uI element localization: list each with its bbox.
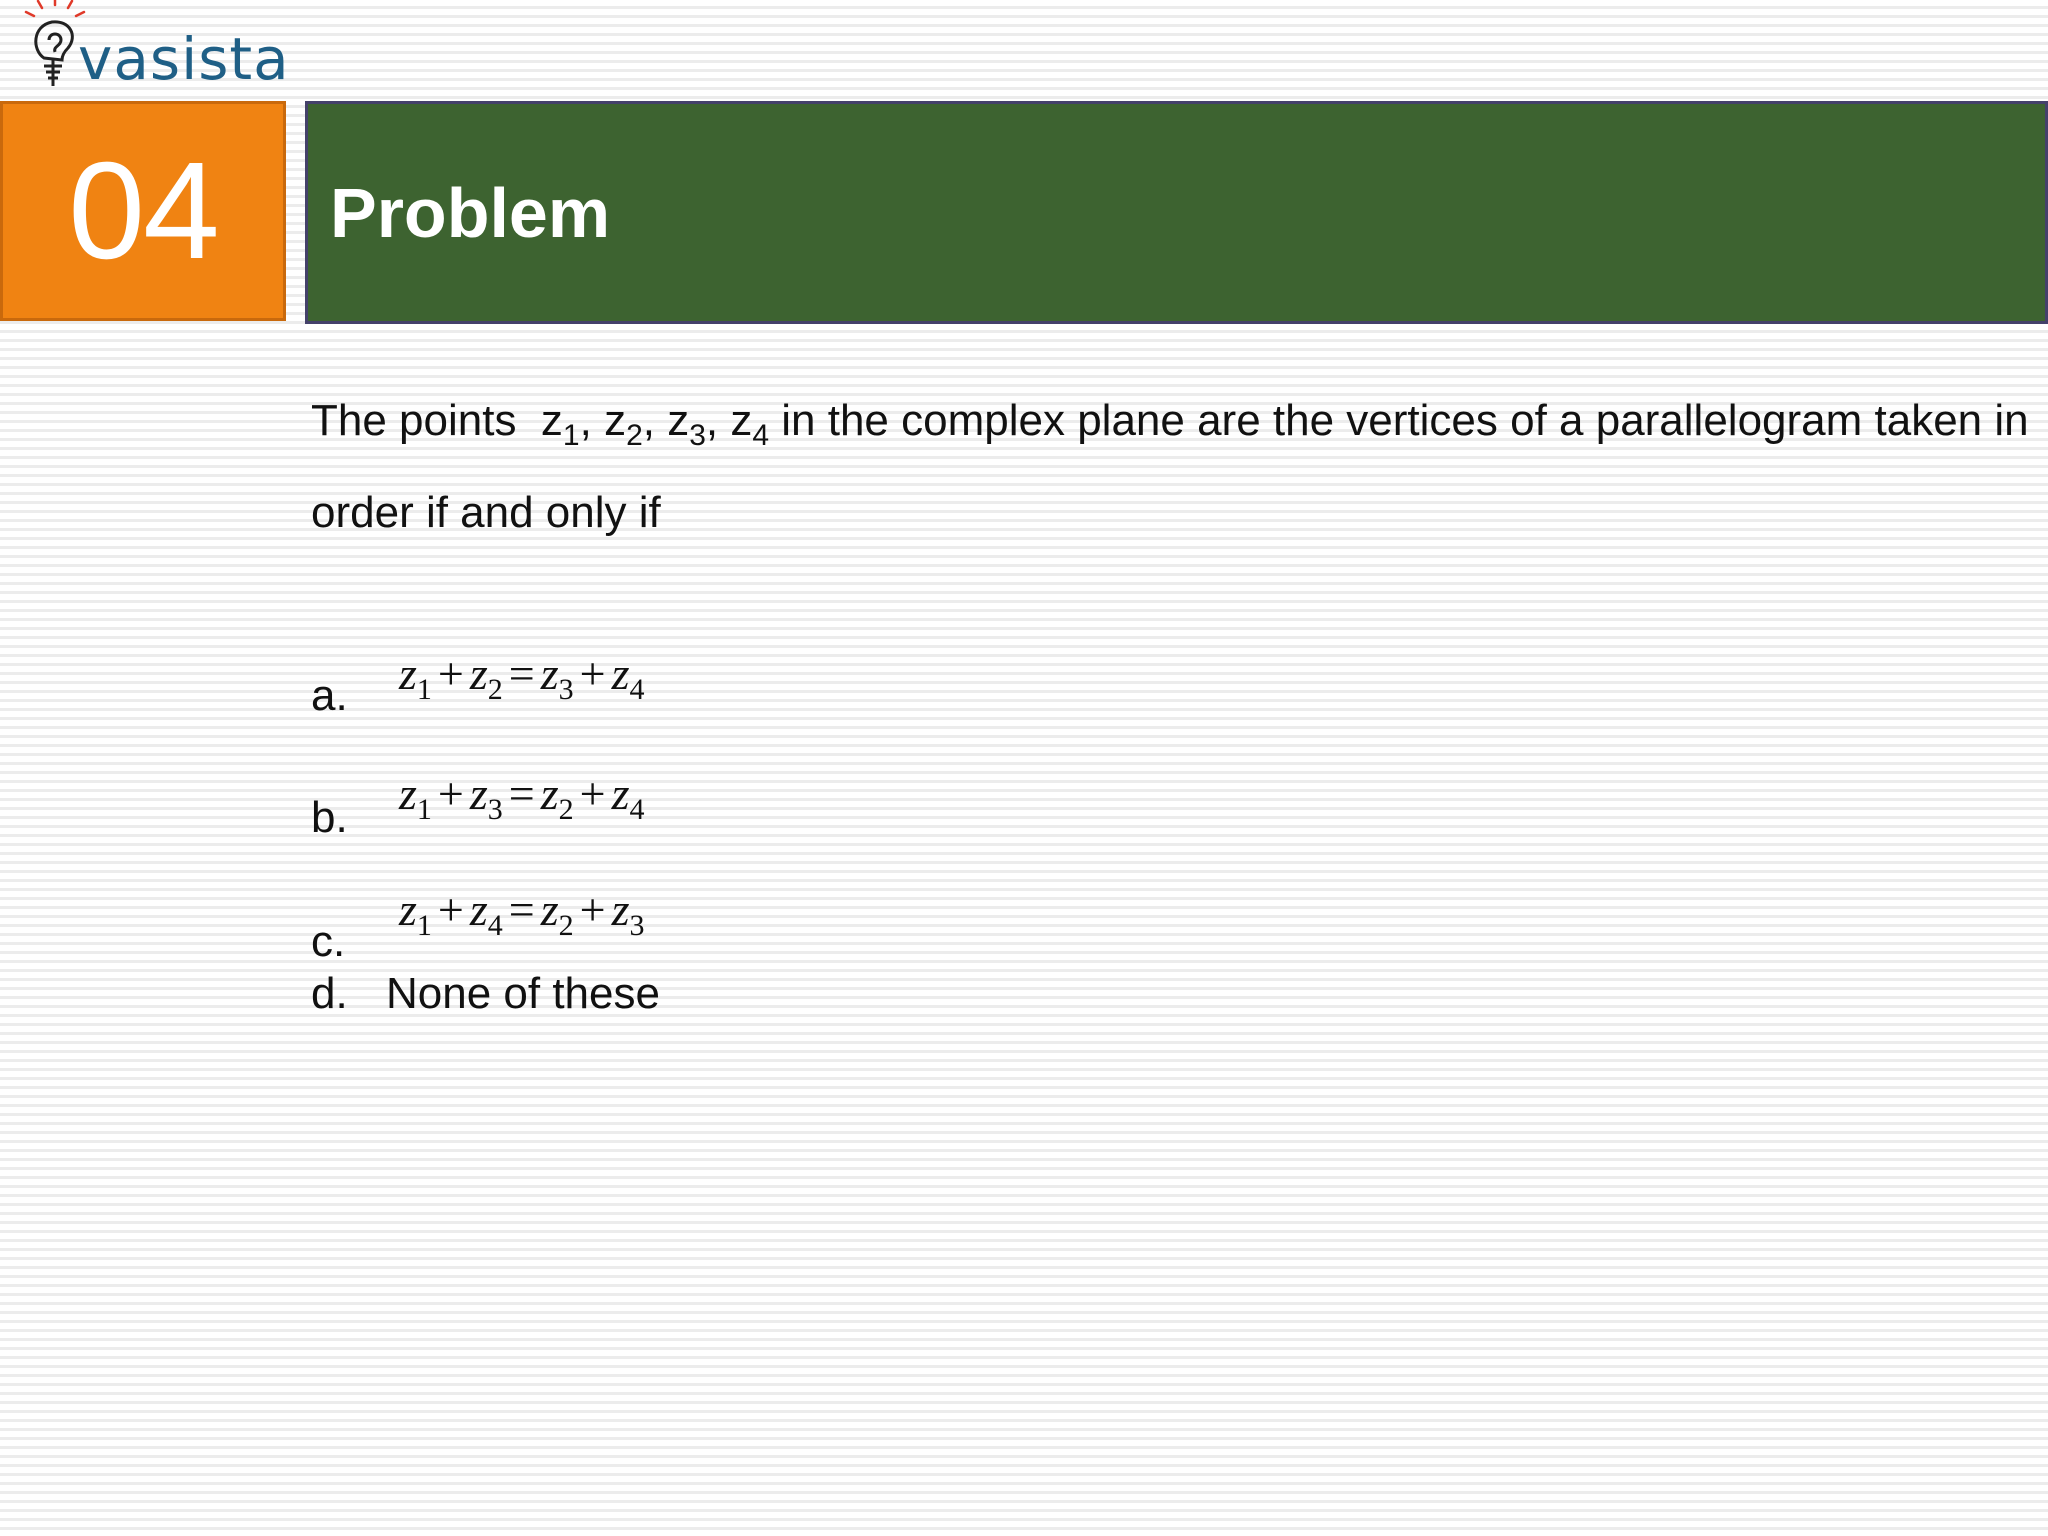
slide-number: 04 [68,134,218,288]
option-letter: d. [311,969,348,1018]
question-text: The points $z_1$, $z_2$, $z_3$, $z_4$ in the complex plane are the vertices of a parallelogram taken in order if and only if [311,396,2029,537]
slide-title: Problem [330,173,611,252]
title-bar [305,101,2048,324]
option-equation: $z_1 + z_3 = z_2 + z_4$ [399,768,645,826]
vasista-logo [22,0,292,100]
option-letter: b. [311,793,348,842]
slide-number-badge [0,101,286,321]
option-letter: c. [311,917,346,966]
option-letter: a. [311,671,348,720]
option-equation: $z_1 + z_4 = z_2 + z_3$ [399,884,645,942]
option-text: None of these [386,969,660,1018]
problem-content [311,375,2031,1018]
option-equation: $z_1 + z_2 = z_3 + z_4$ [399,648,645,706]
logo-text: vasista [78,25,290,93]
